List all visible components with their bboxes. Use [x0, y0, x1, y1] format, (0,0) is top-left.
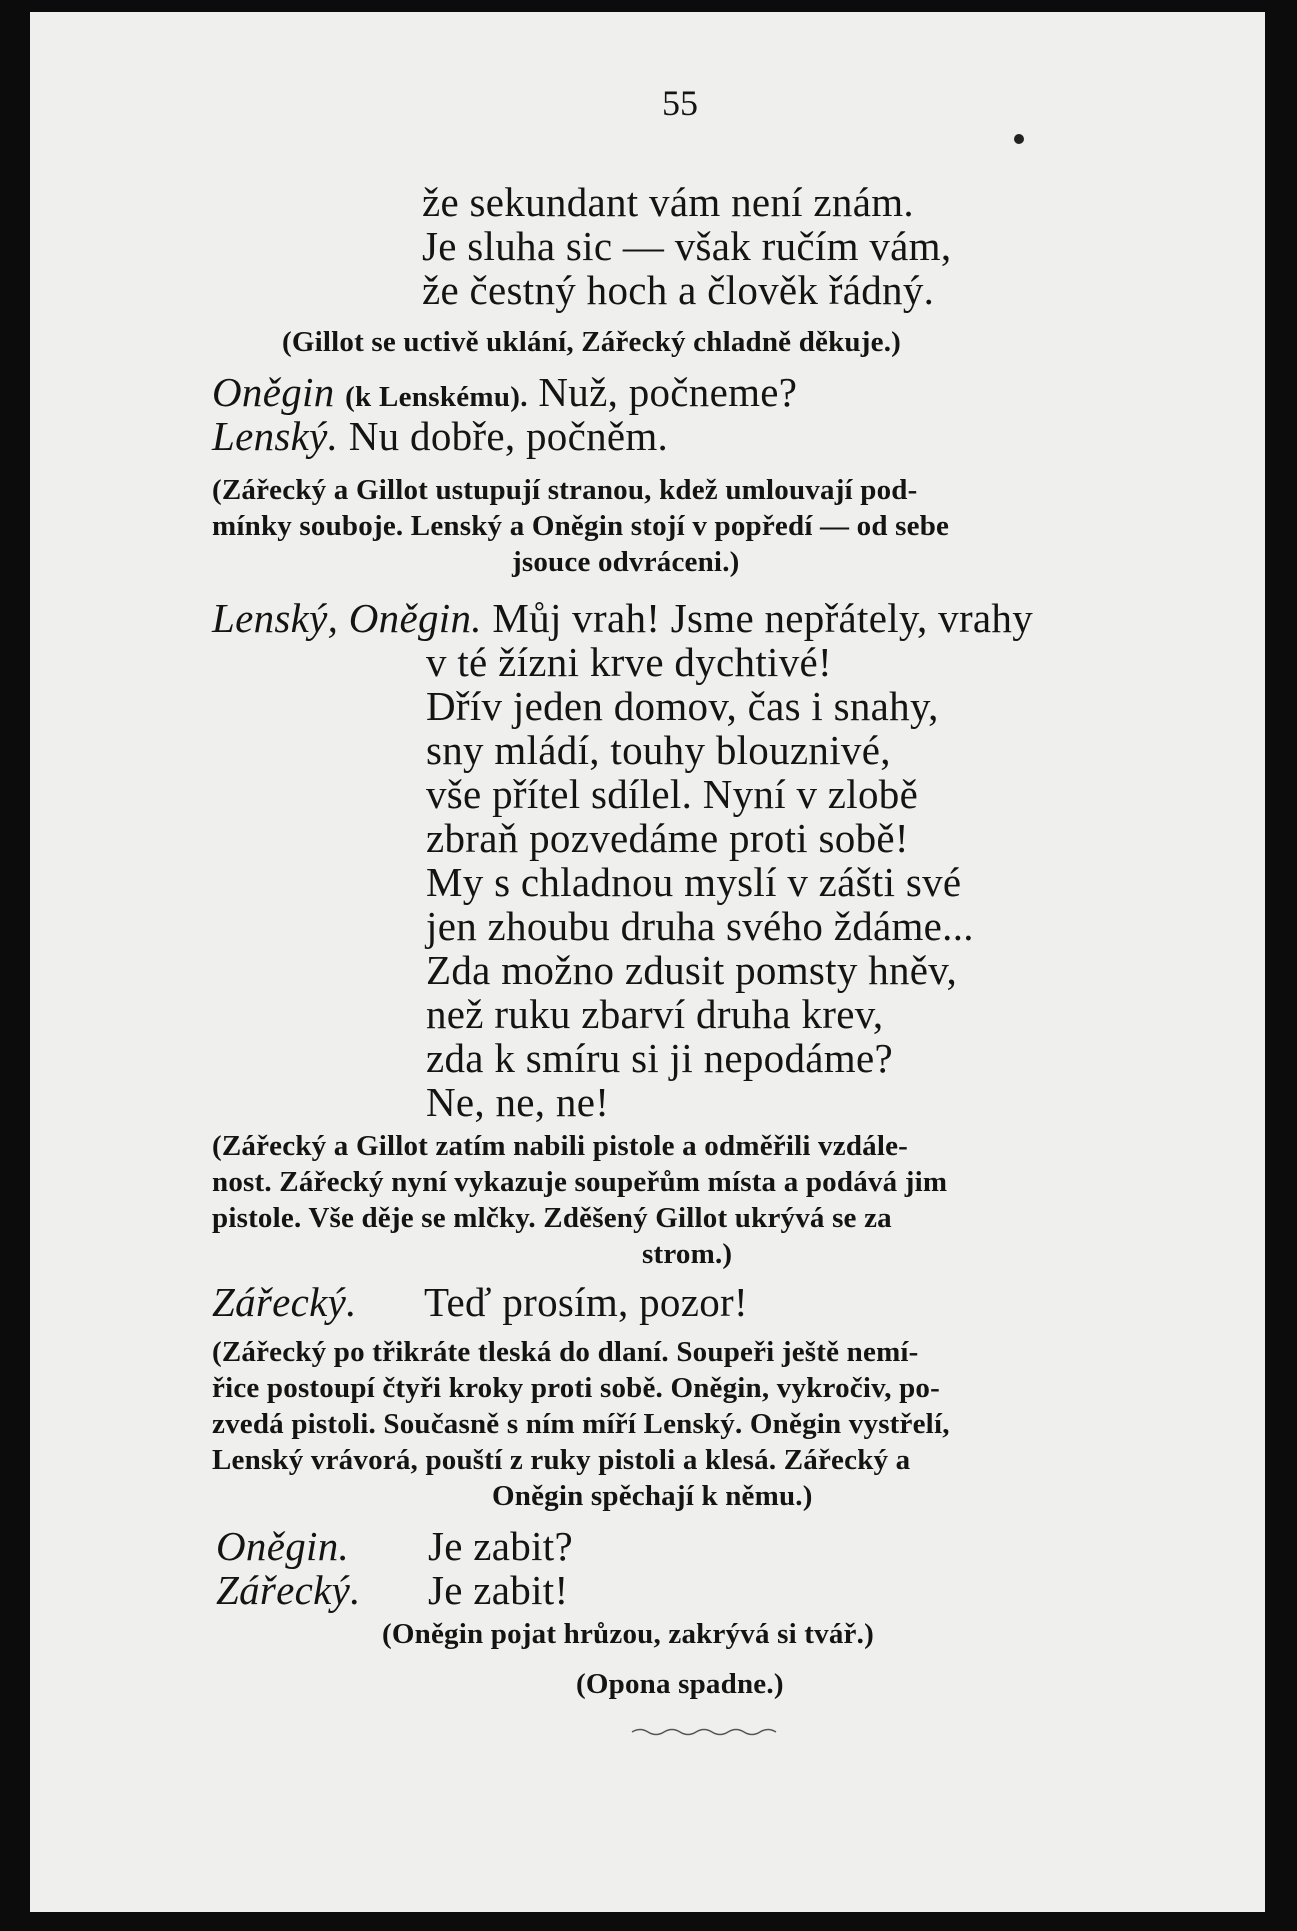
- verse-line: Zda možno zdusit pomsty hněv,: [426, 947, 957, 993]
- verse-line: že čestný hoch a člověk řádný.: [422, 267, 935, 313]
- speaker-name: Zářecký.: [216, 1567, 361, 1613]
- speaker-name: Zářecký.: [212, 1279, 357, 1325]
- spoken-text: Teď prosím, pozor!: [424, 1279, 748, 1325]
- stage-direction: Oněgin spěchají k němu.): [492, 1480, 813, 1512]
- stage-direction: zvedá pistoli. Současně s ním míří Lenský. Oněgin vystřelí,: [212, 1408, 950, 1440]
- verse-line: zbraň pozvedáme proti sobě!: [426, 815, 909, 861]
- stage-direction: (Opona spadne.): [576, 1668, 784, 1700]
- stage-direction: (Zářecký a Gillot zatím nabili pistole a odměřili vzdále-: [212, 1130, 909, 1162]
- verse-line: sny mládí, touhy blouznivé,: [426, 727, 891, 773]
- verse-line: My s chladnou myslí v zášti své: [426, 859, 962, 905]
- verse-line: než ruku zbarví druha krev,: [426, 991, 884, 1037]
- speaker-name: Lenský.: [212, 413, 339, 459]
- stage-direction: mínky souboje. Lenský a Oněgin stojí v popředí — od sebe: [212, 510, 950, 542]
- speaker-name: Oněgin: [212, 369, 335, 415]
- print-speck: [1014, 134, 1024, 144]
- stage-direction: (Zářecký po třikráte tleská do dlaní. Soupeři ještě nemí-: [212, 1336, 919, 1368]
- stage-direction: Lenský vrávorá, pouští z ruky pistoli a klesá. Zářecký a: [212, 1444, 911, 1476]
- dialogue-line: [212, 594, 1033, 642]
- dialogue-line: [212, 368, 797, 416]
- speaker-name: Oněgin.: [348, 595, 482, 641]
- spoken-text: Je zabit!: [428, 1567, 569, 1613]
- end-flourish-ornament: [630, 1726, 780, 1736]
- verse-line: Ne, ne, ne!: [426, 1079, 610, 1125]
- dialogue-line: [216, 1566, 568, 1614]
- verse-line: vše přítel sdílel. Nyní v zlobě: [426, 771, 919, 817]
- spoken-text: Můj vrah! Jsme nepřátely, vrahy: [492, 595, 1034, 641]
- dialogue-line: [216, 1522, 573, 1570]
- stage-direction: pistole. Vše děje se mlčky. Zděšený Gillot ukrývá se za: [212, 1202, 892, 1234]
- stage-direction: řice postoupí čtyři kroky proti sobě. Oněgin, vykročiv, po-: [212, 1372, 940, 1404]
- verse-line: Dřív jeden domov, čas i snahy,: [426, 683, 939, 729]
- verse-line: zda k smíru si ji nepodáme?: [426, 1035, 893, 1081]
- stage-direction: nost. Zářecký nyní vykazuje soupeřům místa a podává jim: [212, 1166, 948, 1198]
- stage-direction: jsouce odvráceni.): [512, 546, 740, 578]
- speaker-name: Oněgin.: [216, 1523, 350, 1569]
- speaker-name: Lenský,: [212, 595, 339, 641]
- book-page: [30, 12, 1265, 1912]
- verse-line: jen zhoubu druha svého ždáme...: [426, 903, 974, 949]
- stage-direction: (Zářecký a Gillot ustupují stranou, kdež umlouvají pod-: [212, 474, 918, 506]
- stage-direction: (Gillot se uctivě uklání, Zářecký chladně děkuje.): [282, 326, 901, 358]
- dialogue-line: [212, 412, 668, 460]
- verse-line: v té žízni krve dychtivé!: [426, 639, 832, 685]
- page-number: 55: [662, 83, 698, 123]
- spoken-text: Nu dobře, počněm.: [348, 413, 669, 459]
- stage-direction: (Oněgin pojat hrůzou, zakrývá si tvář.): [382, 1618, 874, 1650]
- verse-line: Je sluha sic — však ručím vám,: [422, 223, 952, 269]
- spoken-text: Nuž, počneme?: [538, 369, 798, 415]
- verse-line: že sekundant vám není znám.: [422, 179, 914, 225]
- dialogue-line: [212, 1278, 748, 1326]
- spoken-text: Je zabit?: [428, 1523, 573, 1569]
- stage-cue: (k Lenskému).: [345, 381, 528, 413]
- stage-direction: strom.): [642, 1238, 733, 1270]
